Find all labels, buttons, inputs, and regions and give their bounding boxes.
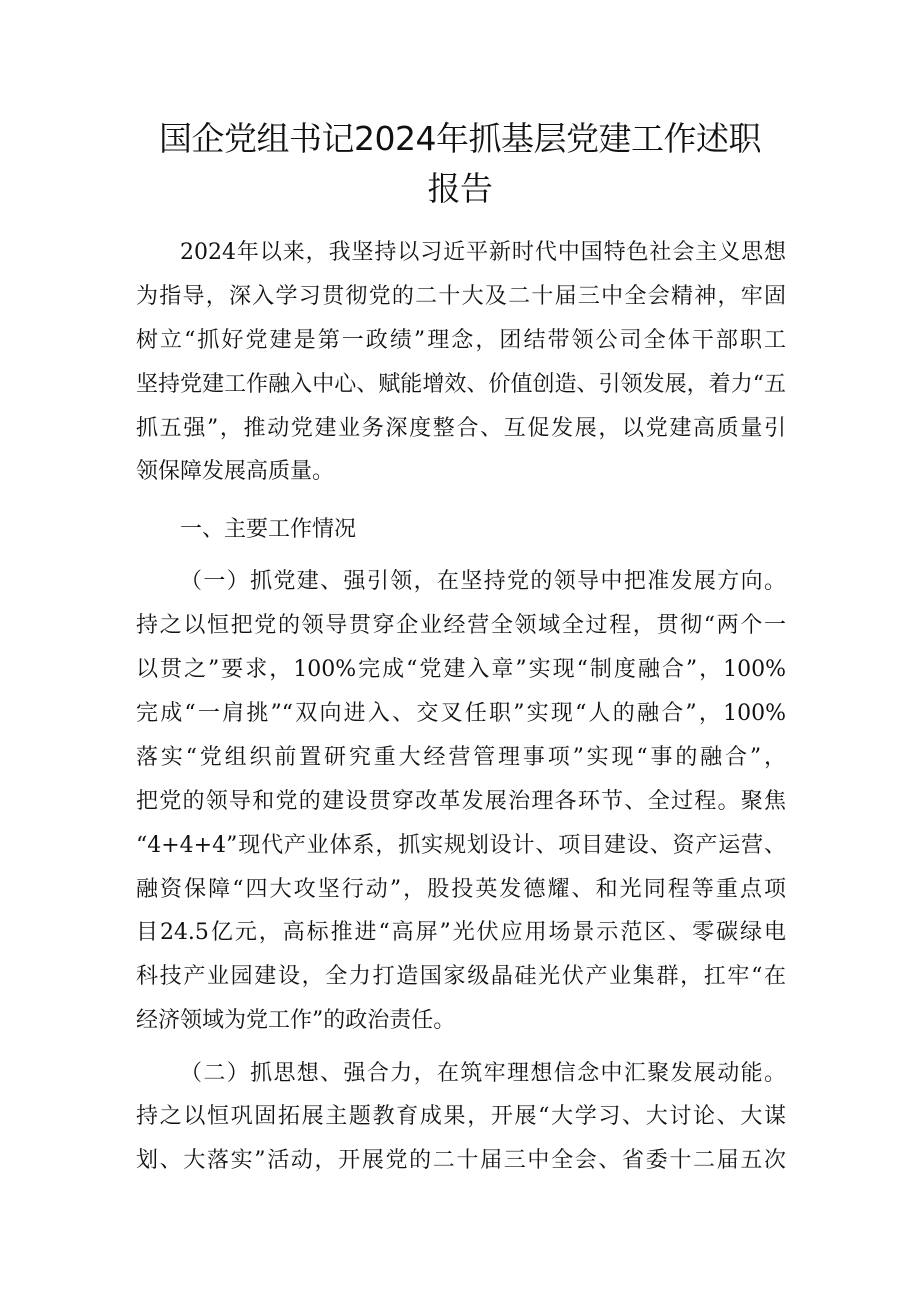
paragraph-1-line: 科技产业园建设，全力打造国家级晶硅光伏产业集群，扛牢“在: [136, 964, 786, 989]
intro-paragraph-line: 为指导，深入学习贯彻党的二十大及二十届三中全会精神，牢固: [136, 284, 786, 309]
paragraph-1-line: 把党的领导和党的建设贯穿改革发展治理各环节、全过程。聚焦: [136, 789, 786, 814]
intro-paragraph-line: 坚持党建工作融入中心、赋能增效、价值创造、引领发展，着力“五: [136, 372, 786, 397]
document-title-line-1: 国企党组书记2024年抓基层党建工作述职: [159, 119, 761, 158]
paragraph-1-line: 融资保障“四大攻坚行动”，股投英发德耀、和光同程等重点项: [136, 877, 786, 902]
intro-paragraph-line: 抓五强”，推动党建业务深度整合、互促发展，以党建高质量引: [136, 416, 786, 441]
intro-paragraph-line: 领保障发展高质量。: [136, 459, 335, 484]
paragraph-1-line: 落实“党组织前置研究重大经营管理事项”实现“事的融合”，: [136, 745, 786, 770]
paragraph-1-line: 经济领域为党工作”的政治责任。: [136, 1008, 456, 1033]
intro-paragraph-line: 树立“抓好党建是第一政绩”理念，团结带领公司全体干部职工: [136, 328, 786, 353]
paragraph-2-line: 持之以恒巩固拓展主题教育成果，开展“大学习、大讨论、大谋: [136, 1104, 786, 1129]
paragraph-2-line: 划、大落实”活动，开展党的二十届三中全会、省委十二届五次: [136, 1148, 786, 1173]
paragraph-1-line: （一）抓党建、强引领，在坚持党的领导中把准发展方向。: [180, 569, 786, 594]
paragraph-2-line: （二）抓思想、强合力，在筑牢理想信念中汇聚发展动能。: [180, 1061, 786, 1086]
paragraph-1-line: 以贯之”要求，100%完成“党建入章”实现“制度融合”，100%: [136, 657, 786, 682]
paragraph-1-line: 目24.5亿元，高标推进“高屏”光伏应用场景示范区、零碳绿电: [136, 920, 786, 945]
document-title-line-2: 报告: [427, 169, 493, 208]
paragraph-1-line: 完成“一肩挑”“双向进入、交叉任职”实现“人的融合”，100%: [136, 701, 786, 726]
paragraph-1-line: “4+4+4”现代产业体系，抓实规划设计、项目建设、资产运营、: [136, 833, 786, 858]
paragraph-1-line: 持之以恒把党的领导贯穿企业经营全领域全过程，贯彻“两个一: [136, 613, 786, 638]
intro-paragraph-line: 2024年以来，我坚持以习近平新时代中国特色社会主义思想: [180, 240, 786, 265]
section-heading: 一、主要工作情况: [180, 517, 357, 542]
